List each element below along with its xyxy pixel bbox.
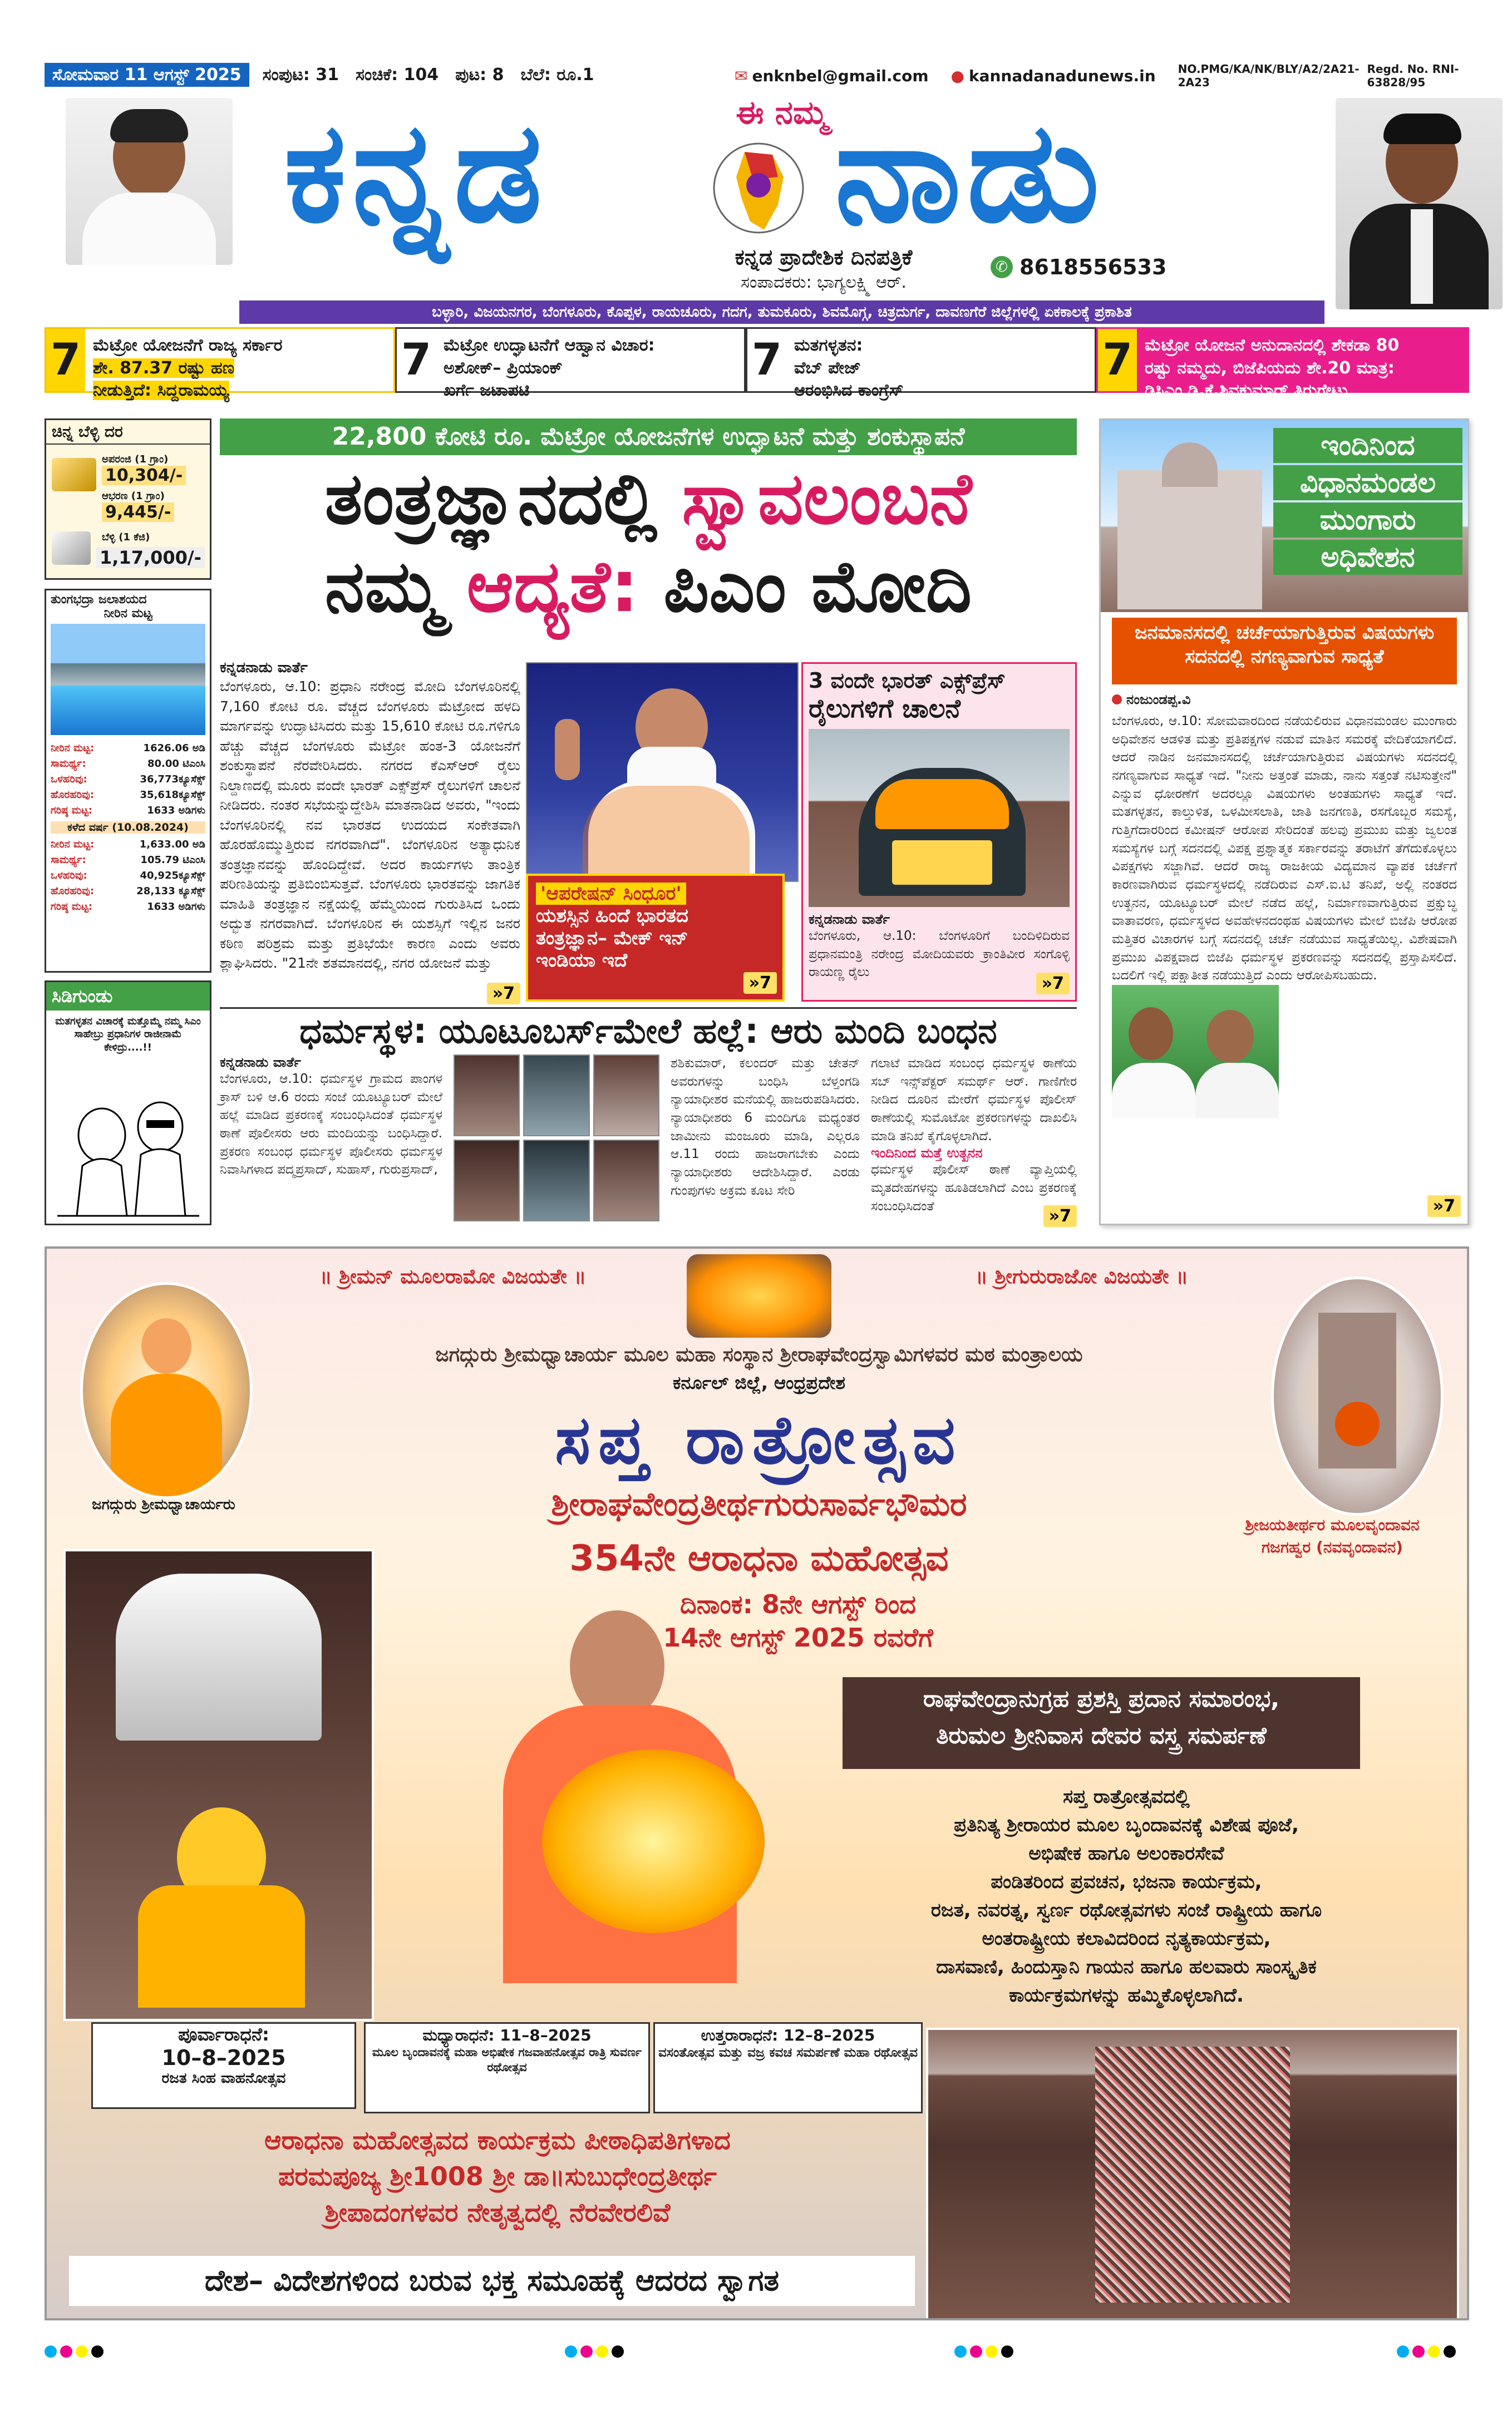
dam-stat-value: 1626.06 ಅಡಿ [143,742,205,754]
pages: ಪುಟ: 8 [455,65,504,85]
teaser-line: ಮೆಟ್ರೋ ಯೋಜನೆಗೆ ರಾಜ್ಯ ಸರ್ಕಾರ [93,336,283,355]
dam-stat-label: ಗರಿಷ್ಠ ಮಟ್ಟ: [51,901,93,913]
continue-link[interactable]: »7 [487,983,520,1004]
gold-22-label: ಆಭರಣ (1 ಗ್ರಾಂ) [102,490,165,502]
vande-headline: ರೈಲುಗಳಿಗೆ ಚಾಲನೆ [809,693,961,723]
continue-link[interactable]: »7 [1427,1195,1461,1217]
cartoon-box [45,980,211,1225]
title-right: ನಾಡು [835,91,1105,253]
dam-box [45,589,211,973]
ad-math-line: ಜಗದ್ಗುರು ಶ್ರೀಮಧ್ವಾಚಾರ್ಯ ಮೂಲ ಮಹಾ ಸಂಸ್ಥಾನ ಶ್ರೀರಾಘವೇಂದ್ರಸ್ವಾಮಿಗಳವರ ಮಠ ಮಂತ್ರಾಲಯ [435,1343,1083,1366]
vande-body: ಬೆಂಗಳೂರು, ಆ.10: ಬೆಂಗಳೂರಿಗೆ ಬಂದಿಳಿದಿರುವ ಪ್ರಧಾನಮಂತ್ರಿ ನರೇಂದ್ರ ಮೋದಿಯವರು ಕ್ರಾಂತಿವೀರ ಸಂಗೊಳ್ಳಿ ರಾಯಣ್ಣ ರೈಲು [809,929,1070,980]
silver-label: ಬೆಳ್ಳಿ (1 ಕೆಜಿ) [102,531,150,543]
volume: ಸಂಪುಟ: 31 [262,65,339,85]
lead-headline-2 [220,545,1077,629]
uttararadhane-box [653,2022,923,2113]
teaser-line: ಅಶೋಕ್– ಪ್ರಿಯಾಂಕ್ [444,358,563,378]
dam-stat-row [51,741,205,756]
caption-jayatirtha-2: ಗಜಗಹ್ವರ (ನವವೃಂದಾವನ) [1261,1538,1403,1556]
madhyaradhane-box [364,2022,650,2113]
aradhana-advertisement [45,1246,1469,2320]
dam-stat-label: ಒಳಹರಿವು: [51,870,87,882]
dam-stat-row [51,837,205,852]
madhyaradhane-title: ಮಧ್ಯಾರಾಧನೆ: 11–8–2025 [422,2026,592,2044]
email[interactable]: enknbel@gmail.com [752,66,929,85]
dcm-portrait [1336,98,1503,309]
teaser-line: ಖರ್ಗೆ ಜಟಾಪಟಿ [444,381,530,400]
date-badge: ಸೋಮವಾರ 11 ಆಗಸ್ಟ್ 2025 [45,63,249,87]
ad-invocation-left: ॥ ಶ್ರೀಮನ್ ಮೂಲರಾಮೋ ವಿಜಯತೇ ॥ [319,1265,587,1288]
teaser-page: 7 [1098,329,1137,391]
sindoor-line: ತಂತ್ರಜ್ಞಾನ– ಮೇಕ್ ಇನ್ [536,927,688,949]
dharma-body-1: ಬೆಂಗಳೂರು, ಆ.10: ಧರ್ಮಸ್ಥಳ ಗ್ರಾಮದ ಪಾಂಗಳ ಕ್ರಾಸ್ ಬಳಿ ಆ.6 ರಂದು ಸಂಜೆ ಯೂಟ್ಯೂಬರ್ ಮೇಲೆ ಹಲ್ಲೆ ಮಾಡಿದ ಪ್ರಕರಣಕ್ಕೆ ಸಂಬಂಧಿಸಿದಂತೆ ಧರ್ಮಸ್ಥಳ ಠಾಣೆ ಪೊಲೀಸರು ಆರು ಮಂದಿಯನ್ನು ಬಂಧಿಸಿದ್ದಾರೆ. ಪ್ರಕರಣ ಸಂಬಂಧ ಧರ್ಮಸ್ಥಳ ಪೊಲೀಸರು ಧರ್ಮಸ್ಥಳ ನಿವಾಸಿಗಳಾದ ಪದ್ಮಪ್ರಸಾದ್, ಸುಹಾಸ್, ಗುರುಪ್ರಸಾದ್, [220,1072,442,1177]
teaser-page: 7 [46,329,85,391]
assembly-banner: ಇಂದಿನಿಂದ [1273,428,1462,463]
continue-link[interactable]: »7 [1043,1205,1077,1227]
gold-title: ಚಿನ್ನ ಬೆಳ್ಳಿ ದರ [46,420,210,445]
title-left: ಕನ್ನಡ [284,91,548,253]
swamiji-photo [447,1583,792,1983]
lead-headline-1 [220,457,1077,541]
teaser-line: ಡಿಸಿಎಂ ಡಿ.ಕೆ.ಶಿವಕುಮಾರ್ ತಿರುಗೇಟು [1145,381,1348,400]
dam-stat-label: ಸಾಮರ್ಥ್ಯ: [51,757,86,770]
subtitle: ಕನ್ನಡ ಪ್ರಾದೇಶಿಕ ದಿನಪತ್ರಿಕೆ [735,245,913,269]
assembly-body: ಬೆಂಗಳೂರು, ಆ.10: ಸೋಮವಾರದಿಂದ ನಡೆಯಲಿರುವ ವಿಧಾನಮಂಡಲ ಮುಂಗಾರು ಅಧಿವೇಶನ ಆಡಳಿತ ಮತ್ತು ಪ್ರತಿಪಕ್ಷಗಳ ನಡುವೆ ಮಾತಿನ ಸಮರಕ್ಕೆ ವೇದಿಕೆಯಾಗಲಿದೆ. ಆದರೆ ನಾಡಿನ ಜನಮಾನಸದಲ್ಲಿ ಚರ್ಚೆಯಾಗುತ್ತಿರುವ ವಿಷಯಗಳು ಸದನದಲ್ಲಿ ನಗಣ್ಯವಾಗುವ ಸಾಧ್ಯತೆ ಇದೆ. "ನೀನು ಅತ್ತಂತೆ ಮಾಡು, ನಾನು ಸತ್ತಂತೆ ನಟಿಸುತ್ತೇನೆ" ಎನ್ನುವ ಧೋರಣೆಗೆ ಅದರಲ್ಲೂ ವಿಷಯಗಳು ಅಂತಹುಗಳು ಸಾಧ್ಯತೆ ಇದೆ. ಮತಗಳ್ಳತನ, ಕಾಲ್ತುಳಿತ, ಒಳಮೀಸಲಾತಿ, ಜಾತಿ ಜನಗಣತಿ, ರಸಗೊಬ್ಬರ ಸಮಸ್ಯೆ, ಗುತ್ತಿಗೆದಾರರಿಂದ ಕಮೀಷನ್ ಆರೋಪ ಸೇರಿದಂತೆ ಹಲವು ಪ್ರಮುಖ ಮತ್ತು ಜ್ವಲಂತ ಸಮಸ್ಯೆಗಳ ಬಗ್ಗೆ ಸದನದಲ್ಲಿ ವಿಪಕ್ಷ ಪ್ರಶ್ನಾತ್ಮಕ ಸರ್ಕಾರವನ್ನು ತರಾಟೆಗೆ ತೆಗೆದುಕೊಳ್ಳಲು ವಿಪಕ್ಷಗಳು ಸಜ್ಜಾಗಿವೆ. ಆದರೆ ರಾಜ್ಯ ರಾಜಕೀಯ ವಿದ್ಯಮಾನ ವ್ಯಾಪಕ ಚರ್ಚೆಗೆ ಕಾರಣವಾಗಿರುವ ಧರ್ಮಸ್ಥಳದಲ್ಲಿ ನಡೆದಿರುವ ಎಸ್.ಐ.ಟಿ ತನಿಖೆ, ಅಲ್ಲಿ ನಂತರದ ಉತ್ಖನನ, ಯೂಟ್ಯೂಬರ್ ಮೇಲೆ ನಡೆದ ಹಲ್ಲೆ, ನಿರ್ಮಾಣವಾಗುತ್ತಿರುವ ಪ್ರಕ್ಷುಬ್ಧ ವಾತಾವರಣ, ಧರ್ಮಸ್ಥಳದ ಅವಹೇಳನದಂಥಹ ವಿಷಯಗಳು ಮೇಲೆ ಬಿಜೆಪಿ ಆರೋಪ ಮತ್ತಿತರ ವಿಚಾರಗಳ ಬಗ್ಗೆ ಸದನದಲ್ಲಿ ಚರ್ಚೆ ನಡೆಯುವ ಸಾಧ್ಯತೆಯಿಲ್ಲ. ವಿಶೇಷವಾಗಿ ಪ್ರಮುಖ ವಿಪಕ್ಷವಾದ ಬಿಜೆಪಿ ಧರ್ಮಸ್ಥಳ ಪ್ರಕರಣವನ್ನು ಸದನದಲ್ಲಿ ಪ್ರಸ್ತಾಪಿಸಲಿದೆ. ಬದಲಿಗೆ ಇಲ್ಲಿ ಪಕ್ಷಾತೀತ ನಡೆಯುತ್ತಿದೆ ಎಂದು ಆರೋಪಿಸಬಹುದು. [1112,714,1457,983]
mantralayam-crowd-photo [926,2028,1459,2320]
vande-article [801,662,1077,1002]
gold-22-value: 9,445/- [102,502,174,522]
title-small: ಈ ನಮ್ಮ [736,93,828,131]
gold-24-label: ಅಪರಂಜಿ (1 ಗ್ರಾಂ) [102,454,169,465]
madhyaradhane-sub: ಮೂಲ ಬೃಂದಾವನಕ್ಕೆ ಮಹಾ ಅಭಿಷೇಕ ಗಜವಾಹನೋತ್ಸವ ರಾತ್ರಿ ಸುವರ್ಣ ರಥೋತ್ಸವ [372,2046,642,2074]
event-highlight-line: ತಿರುಮಲ ಶ್ರೀನಿವಾಸ ದೇವರ ವಸ್ತ್ರ ಸಮರ್ಪಣೆ [936,1722,1267,1749]
ad-aradhana: 354ನೇ ಆರಾಧನಾ ಮಹೋತ್ಸವ [569,1538,949,1579]
cartoon-caption: ಮತಗಳ್ಳತನ ವಿಚಾರಕ್ಕೆ ಮತ್ತೊಮ್ಮೆ ನಮ್ಮ ಸಿಎಂ ಸಾಹೇಬ್ರು ಪ್ರಧಾನಿಗಳ ರಾಜೀನಾಮೆ ಕೇಳಿದ್ರು....!! [55,1016,201,1053]
dam-stat-value: 35,618ಕ್ಯೂಸೆಕ್ಸ್ [140,788,205,801]
teaser-4[interactable] [1096,327,1469,400]
event-item: ರಜತ, ನವರತ್ನ, ಸ್ವರ್ಣ ರಥೋತ್ಸವಗಳು ಸಂಜೆ ರಾಷ್ಟ್ರೀಯ ಹಾಗೂ [930,1899,1322,1921]
caption-madhvacharya: ಜಗದ್ಗುರು ಶ್ರೀಮಧ್ವಾಚಾರ್ಯರು [92,1496,235,1513]
madhvacharya-portrait [80,1282,253,1499]
assembly-byline-row [1112,692,1191,707]
dam-stat-value: 80.00 ಟಿಎಂಸಿ [147,757,205,770]
event-list [798,1783,1455,2010]
dharma-highlight: ಇಂದಿನಿಂದ ಮತ್ತೆ ಉತ್ಖನನ [871,1145,983,1161]
dharma-body-3: ಗಲಾಟೆ ಮಾಡಿದ ಸಂಬಂಧ ಧರ್ಮಸ್ಥಳ ಠಾಣೆಯ ಸಬ್ ಇನ್ಸ್‌ಪೆಕ್ಟರ್ ಸಮರ್ಥ್ ಆರ್. ಗಾಣಿಗೇರ ನೀಡಿದ ದೂರಿನ ಮೇರೆಗೆ ಧರ್ಮಸ್ಥಳ ಪೊಲೀಸ್ ಠಾಣೆಯಲ್ಲಿ ಸುಮೊಟೋ ಪ್ರಕರಣಗಳನ್ನು ದಾಖಲಿಸಿ ಮಾಡಿ ತನಿಖೆ ಕೈಗೊಳ್ಳಲಾಗಿದೆ. [871,1056,1077,1144]
event-item: ಪಂಡಿತರಿಂದ ಪ್ರವಚನ, ಭಜನಾ ಕಾರ್ಯಕ್ರಮ, [991,1871,1262,1893]
phone-number: 8618556533 [1020,255,1167,279]
dam-stat-value: 1,633.00 ಅಡಿ [139,839,205,851]
ad-bottom-line-3: ಶ್ರೀಪಾದಂಗಳವರ ನೇತೃತ್ವದಲ್ಲಿ ನೆರವೇರಲಿವೆ [324,2197,671,2227]
teaser-line: ನೀಡುತ್ತಿದೆ: ಸಿದ್ದರಾಮಯ್ಯ [93,381,229,400]
website[interactable]: kannadanadunews.in [968,66,1156,85]
headline-part: ಪಿಎಂ ಮೋದಿ [663,545,972,628]
continue-link[interactable]: »7 [743,972,777,994]
teaser-line: ಶೇ. 87.37 ರಷ್ಟು ಹಣ [93,358,234,378]
dam-stat-label: ಹೊರಹರಿವು: [51,788,95,801]
assembly-byline: ನಂಜುಂಡಪ್ಪ.ವಿ [1126,692,1191,707]
dam-title: ತುಂಗಭದ್ರಾ ಜಲಾಶಯದ [51,593,147,607]
dam-subtitle: ನೀರಿನ ಮಟ್ಟ [104,607,152,620]
globe-icon: ● [950,66,964,85]
event-item: ದಾಸವಾಣಿ, ಹಿಂದುಸ್ತಾನಿ ಗಾಯನ ಹಾಗೂ ಹಲವಾರು ಸಾಂಸ್ಕೃತಿಕ [936,1956,1317,1978]
dam-stat-label: ಒಳಹರಿವು: [51,773,87,785]
arrested-photos [454,1054,659,1221]
bullet-icon [1112,694,1122,704]
dam-stat-label: ಗರಿಷ್ಠ ಮಟ್ಟ: [51,804,93,816]
email-icon: ✉ [735,66,748,85]
contact-strip [735,62,1475,89]
headline-highlight: ಸ್ವಾವಲಂಬನೆ [682,457,972,540]
dam-stat-row [51,787,205,803]
registration-marks [0,2334,1512,2368]
assembly-banner: ಮುಂಗಾರು [1273,502,1462,538]
dharma-headline: ಧರ್ಮಸ್ಥಳ: ಯೂಟೂಬರ್ಸ್‌ಮೇಲೆ ಹಲ್ಲೆ: ಆರು ಮಂದಿ ಬಂಧನ [220,1007,1077,1052]
caption-jayatirtha-1: ಶ್ರೀಜಯತೀರ್ಥರ ಮೂಲವೃಂದಾವನ [1245,1516,1420,1534]
jayatirtha-portrait [1271,1277,1444,1516]
dam-last-year: ಕಳೆದ ವರ್ಷ (10.08.2024) [51,821,205,834]
dam-stat-row [51,852,205,868]
dharma-body-2: ಶಶಿಕುಮಾರ್, ಕಲಂದರ್ ಮತ್ತು ಚೇತನ್ ಅವರುಗಳನ್ನು ಬಂಧಿಸಿ ಬೆಳ್ತಂಗಡಿ ನ್ಯಾಯಾಧೀಶರ ಮನೆಯಲ್ಲಿ ಹಾಜರುಪಡಿಸಿದರು. ನ್ಯಾಯಾಧೀಶರು 6 ಮಂದಿಗೂ ಮಧ್ಯಂತರ ಜಾಮೀನು ಮಂಜೂರು ಮಾಡಿ, ಎಲ್ಲರೂ ಆ.11 ರಂದು ಹಾಜರಾಗಬೇಕು ಎಂದು ನ್ಯಾಯಾಧೀಶರು ಆದೇಶಿಸಿದ್ದಾರೆ. ಎರಡು ಗುಂಪುಗಳು ಅಕ್ರಮ ಕೂಟ ಸೇರಿ [671,1056,860,1198]
dharma-article [220,1054,1077,1227]
dam-stat-value: 28,133 ಕ್ಯೂಸೆಕ್ಸ್ [136,885,205,898]
event-item: ಕಾರ್ಯಕ್ರಮಗಳನ್ನು ಹಮ್ಮಿಕೊಳ್ಳಲಾಗಿದೆ. [1009,1984,1244,2007]
phone-block[interactable] [991,250,1202,284]
karnataka-map-logo [711,132,806,244]
dam-stat-row [51,803,205,819]
rni-number: Regd. No. RNI- 63828/95 [1367,62,1459,89]
purvaradhane-title: ಪೂರ್ವಾರಾಧನೆ: [178,2024,269,2045]
dam-stat-row [51,756,205,772]
ad-bottom-line-1: ಆರಾಧನಾ ಮಹೋತ್ಸವದ ಕಾರ್ಯಕ್ರಮ ಪೀಠಾಧಿಪತಿಗಳಾದ [264,2125,731,2155]
sindoor-line: 'ಆಪರೇಷನ್ ಸಿಂಧೂರ' [536,883,686,905]
dam-stat-value: 36,773ಕ್ಯೂಸೆಕ್ಸ್ [140,773,205,785]
cartoon-title: ಸಿಡಿಗುಂಡು [46,982,210,1011]
whatsapp-icon: ✆ [991,256,1013,278]
sindoor-line: ಇಂಡಿಯಾ ಇದೆ [536,949,628,972]
teaser-line: ವೆಬ್ ಪೇಜ್ [794,358,861,378]
dam-stat-label: ನೀರಿನ ಮಟ್ಟ: [51,742,95,754]
ad-bottom-line-2: ಪರಮಪೂಜ್ಯ ಶ್ರೀ1008 ಶ್ರೀ ಡಾ॥ಸುಬುಧೇಂದ್ರತೀರ್ಥ [278,2161,717,2191]
purvaradhane-sub: ರಜತ ಸಿಂಹ ವಾಹನೋತ್ಸವ [161,2070,286,2087]
teaser-line: ಆರಂಭಿಸಿದ ಕಾಂಗ್ರೆಸ್ [794,381,904,400]
politicians-photo [1112,985,1279,1118]
headline-part: ನಮ್ಮ [324,545,442,628]
brindavana-image [687,1254,831,1338]
teaser-line: ಮೆಟ್ರೋ ಯೋಜನೆ ಅನುದಾನದಲ್ಲಿ ಶೇಕಡಾ 80 [1145,336,1400,355]
vande-headline: 3 ವಂದೇ ಭಾರತ್ ಎಕ್ಸ್‌ಪ್ರೆಸ್ [809,668,1006,693]
dam-stat-value: 40,925ಕ್ಯೂಸೆಕ್ಸ್ [140,870,205,882]
ad-date-1: ದಿನಾಂಕ: 8ನೇ ಆಗಸ್ಟ್ ರಿಂದ [680,1589,916,1619]
ad-place: ಕರ್ನೂಲ್ ಜಿಲ್ಲೆ, ಆಂಧ್ರಪ್ರದೇಶ [672,1372,846,1393]
event-item: ಅಭಿಷೇಕ ಹಾಗೂ ಅಲಂಕಾರಸೇವೆ [1028,1842,1224,1865]
ad-welcome: ದೇಶ– ವಿದೇಶಗಳಿಂದ ಬರುವ ಭಕ್ತ ಸಮೂಹಕ್ಕೆ ಆದರದ ಸ್ವಾಗತ [69,2256,915,2306]
dam-stat-row [51,772,205,787]
gold-rate-box [45,418,211,580]
uttararadhane-sub: ವಸಂತೋತ್ಸವ ಮತ್ತು ವಜ್ರ ಕವಚ ಸಮರ್ಪಣೆ ಮಹಾ ರಥೋತ್ಸವ [658,2046,918,2060]
cm-portrait [66,98,233,265]
event-item: ಪ್ರತಿನಿತ್ಯ ಶ್ರೀರಾಯರ ಮೂಲ ಬೃಂದಾವನಕ್ಕೆ ವಿಶೇಷ ಪೂಜೆ, [954,1814,1299,1836]
dam-stats [46,738,210,820]
dam-stat-row [51,868,205,884]
issue: ಸಂಚಿಕೆ: 104 [356,65,439,85]
dam-stat-label: ಹೊರಹರಿವು: [51,885,95,898]
lead-article [220,659,520,1004]
dam-stats-last-year [46,835,210,916]
dharma-body-4: ಧರ್ಮಸ್ಥಳ ಪೊಲೀಸ್ ಠಾಣೆ ವ್ಯಾಪ್ತಿಯಲ್ಲಿ ಮೃತದೇಹಗಳನ್ನು ಹೂತಿಡಲಾಗಿದೆ ಎಂಬ ಪ್ರಕರಣಕ್ಕೆ ಸಂಬಂಧಿಸಿದಂತೆ [871,1162,1077,1214]
price: ಬೆಲೆ: ರೂ.1 [520,65,594,85]
headline-part: ತಂತ್ರಜ್ಞಾನದಲ್ಲಿ [324,457,657,540]
teaser-1[interactable] [45,327,395,400]
ad-invocation-right: ॥ ಶ್ರೀಗುರುರಾಜೋ ವಿಜಯತೇ ॥ [975,1265,1189,1288]
rayara-brindavana-photo [63,1549,374,2021]
dam-stat-value: 1633 ಅಡಿಗಳು [147,901,205,913]
assembly-box [1099,418,1469,1225]
date-strip [45,60,740,89]
teaser-page: 7 [397,329,436,391]
ad-title: ಸಪ್ತ ರಾತ್ರೋತ್ಸವ [555,1402,963,1479]
editor-line: ಸಂಪಾದಕರು: ಭಾಗ್ಯಲಕ್ಷ್ಮಿ ಆರ್. [741,273,907,292]
purvaradhane-date: 10–8–2025 [161,2046,286,2070]
teaser-line: ಮತಗಳ್ಳತನ: [794,336,863,355]
teaser-2[interactable] [395,327,746,400]
event-highlight-box [843,1677,1360,1769]
gold-24-value: 10,304/- [102,466,186,485]
headline-highlight: ಆದ್ಯತೆ: [466,545,639,628]
vande-byline: ಕನ್ನಡನಾಡು ವಾರ್ತೆ [809,911,890,927]
ad-guru-name: ಶ್ರೀರಾಘವೇಂದ್ರತೀರ್ಥಗುರುಸಾರ್ವಭೌಮರ [551,1485,967,1523]
sindoor-box[interactable] [526,874,785,1002]
continue-link[interactable]: »7 [1036,973,1070,994]
dam-stat-label: ನೀರಿನ ಮಟ್ಟ: [51,839,95,851]
silver-value: 1,17,000/- [96,547,205,568]
event-highlight-line: ರಾಘವೇಂದ್ರಾನುಗ್ರಹ ಪ್ರಶಸ್ತಿ ಪ್ರದಾನ ಸಮಾರಂಭ, [923,1685,1280,1712]
purvaradhane-box [91,2022,356,2109]
reg-number: NO.PMG/KA/NK/BLY/A2/2A21-2A23 [1178,62,1360,89]
teaser-line: ಮೆಟ್ರೋ ಉದ್ಘಾಟನೆಗೆ ಆಹ್ವಾನ ವಿಚಾರ: [444,336,655,355]
districts-bar: ಬಳ್ಳಾರಿ, ವಿಜಯನಗರ, ಬೆಂಗಳೂರು, ಕೊಪ್ಪಳ, ರಾಯಚೂರು, ಗದಗ, ತುಮಕೂರು, ಶಿವಮೊಗ್ಗ, ಚಿತ್ರದುರ್ಗ, ದಾವಣಗೆರೆ ಜಿಲ್ಲೆಗಳಲ್ಲಿ ಏಕಕಾಲಕ್ಕೆ ಪ್ರಕಾಶಿತ [239,300,1324,324]
teaser-line: ರಷ್ಟು ನಮ್ಮದು, ಬಿಜೆಪಿಯದು ಶೇ.20 ಮಾತ್ರ: [1145,358,1395,378]
dharma-byline: ಕನ್ನಡನಾಡು ವಾರ್ತೆ [220,1054,301,1070]
teaser-3[interactable] [746,327,1096,400]
lead-byline: ಕನ್ನಡನಾಡು ವಾರ್ತೆ [220,659,308,676]
silver-bars-icon [52,531,91,565]
modi-photo [526,662,799,882]
event-item: ಅಂತರಾಷ್ಟ್ರೀಯ ಕಲಾವಿದರಿಂದ ನೃತ್ಯಕಾರ್ಯಕ್ರಮ, [982,1928,1271,1950]
train-photo [809,729,1070,907]
assembly-sub-headline: ಜನಮಾನಸದಲ್ಲಿ ಚರ್ಚೆಯಾಗುತ್ತಿರುವ ವಿಷಯಗಳು ಸದನದಲ್ಲಿ ನಗಣ್ಯವಾಗುವ ಸಾಧ್ಯತೆ [1112,618,1457,684]
gold-bars-icon [52,458,96,491]
dam-stat-label: ಸಾಮರ್ಥ್ಯ: [51,854,86,866]
assembly-banner: ಅಧಿವೇಶನ [1273,540,1462,575]
assembly-banner: ವಿಧಾನಮಂಡಲ [1273,465,1462,500]
dam-photo [51,624,205,735]
event-item: ಸಪ್ತ ರಾತ್ರೋತ್ಸವದಲ್ಲಿ [1063,1786,1190,1808]
lead-kicker: 22,800 ಕೋಟಿ ರೂ. ಮೆಟ್ರೋ ಯೋಜನೆಗಳ ಉದ್ಘಾಟನೆ ಮತ್ತು ಶಂಕುಸ್ಥಾಪನೆ [220,418,1077,455]
uttararadhane-title: ಉತ್ತರಾರಾಧನೆ: 12–8–2025 [701,2026,875,2044]
dam-stat-value: 1633 ಅಡಿಗಳು [147,804,205,816]
lead-body: ಬೆಂಗಳೂರು, ಆ.10: ಪ್ರಧಾನಿ ನರೇಂದ್ರ ಮೋದಿ ಬೆಂಗಳೂರಿನಲ್ಲಿ 7,160 ಕೋಟಿ ರೂ. ವೆಚ್ಚದ ಬೆಂಗಳೂರು ಮೆಟ್ರೋದ ಹಳದಿ ಮಾರ್ಗವನ್ನು ಉದ್ಘಾಟಿಸಿದರು ಮತ್ತು 15,610 ಕೋಟಿ ರೂ.ಗಳಿಗೂ ಹೆಚ್ಚು ವೆಚ್ಚದ ಬೆಂಗಳೂರು ಮೆಟ್ರೋ ಹಂತ-3 ಯೋಜನೆಗೆ ಶಂಕುಸ್ಥಾಪನೆ ನೆರವೇರಿಸಿದರು. ನಗರದ ಕೆಎಸ್ಆರ್ ರೈಲು ನಿಲ್ದಾಣದಲ್ಲಿ ಮೂರು ವಂದೇ ಭಾರತ್ ಎಕ್ಸ್‌ಪ್ರೆಸ್ ರೈಲುಗಳಿಗೆ ಚಾಲನೆ ನೀಡಿದರು. ನಂತರ ಸಭೆಯನ್ನುದ್ದೇಶಿಸಿ ಮಾತನಾಡಿದ ಅವರು, "ಇಂದು ಬೆಂಗಳೂರಿನಲ್ಲಿ ನವ ಭಾರತದ ಉದಯದ ಸಂಕೇತವಾಗಿ ಹೊರಹೊಮ್ಮುತ್ತಿರುವ ನಗರವಾಗಿದೆ". ಬೆಂಗಳೂರಿನ ಅತ್ಯಾಧುನಿಕ ತಂತ್ರಜ್ಞಾನವನ್ನು ಹೊಂದಿದ್ದೇವೆ. ಅದರ ಕಾರ್ಯಗಳು ತಾಂತ್ರಿಕ ಪರಿಣತಿಯನ್ನು ಪ್ರತಿಬಿಂಬಿಸುತ್ತವೆ. ಬೆಂಗಳೂರು ಭಾರತವನ್ನು ಜಾಗತಿಕ ಮಾಹಿತಿ ತಂತ್ರಜ್ಞಾನ ನಕ್ಷೆಯಲ್ಲಿ ಹೆಮ್ಮೆಯಿಂದ ಗುರುತಿಸಿದ ಒಂದು ಅದ್ಭುತ ನಗರವಾಗಿದೆ. ಬೆಂಗಳೂರಿನ ಈ ಯಶಸ್ಸಿಗೆ ಇಲ್ಲಿನ ಜನರ ಕಠಿಣ ಪರಿಶ್ರಮ ಮತ್ತು ಪ್ರತಿಭೆಯೇ ಕಾರಣ ಎಂದು ಅವರು ಶ್ಲಾಘಿಸಿದರು. "21ನೇ ಶತಮಾನದಲ್ಲಿ, ನಗರ ಯೋಜನೆ ಮತ್ತು [220,678,520,971]
cartoon-drawing [52,1088,205,1219]
dam-stat-value: 105.79 ಟಿಎಂಸಿ [140,854,205,866]
dam-stat-row [51,884,205,899]
sindoor-line: ಯಶಸ್ಸಿನ ಹಿಂದೆ ಭಾರತದ [536,905,688,927]
ad-date-2: 14ನೇ ಆಗಸ್ಟ್ 2025 ರವರೆಗೆ [663,1623,933,1653]
teaser-page: 7 [747,329,786,391]
dam-stat-row [51,899,205,915]
